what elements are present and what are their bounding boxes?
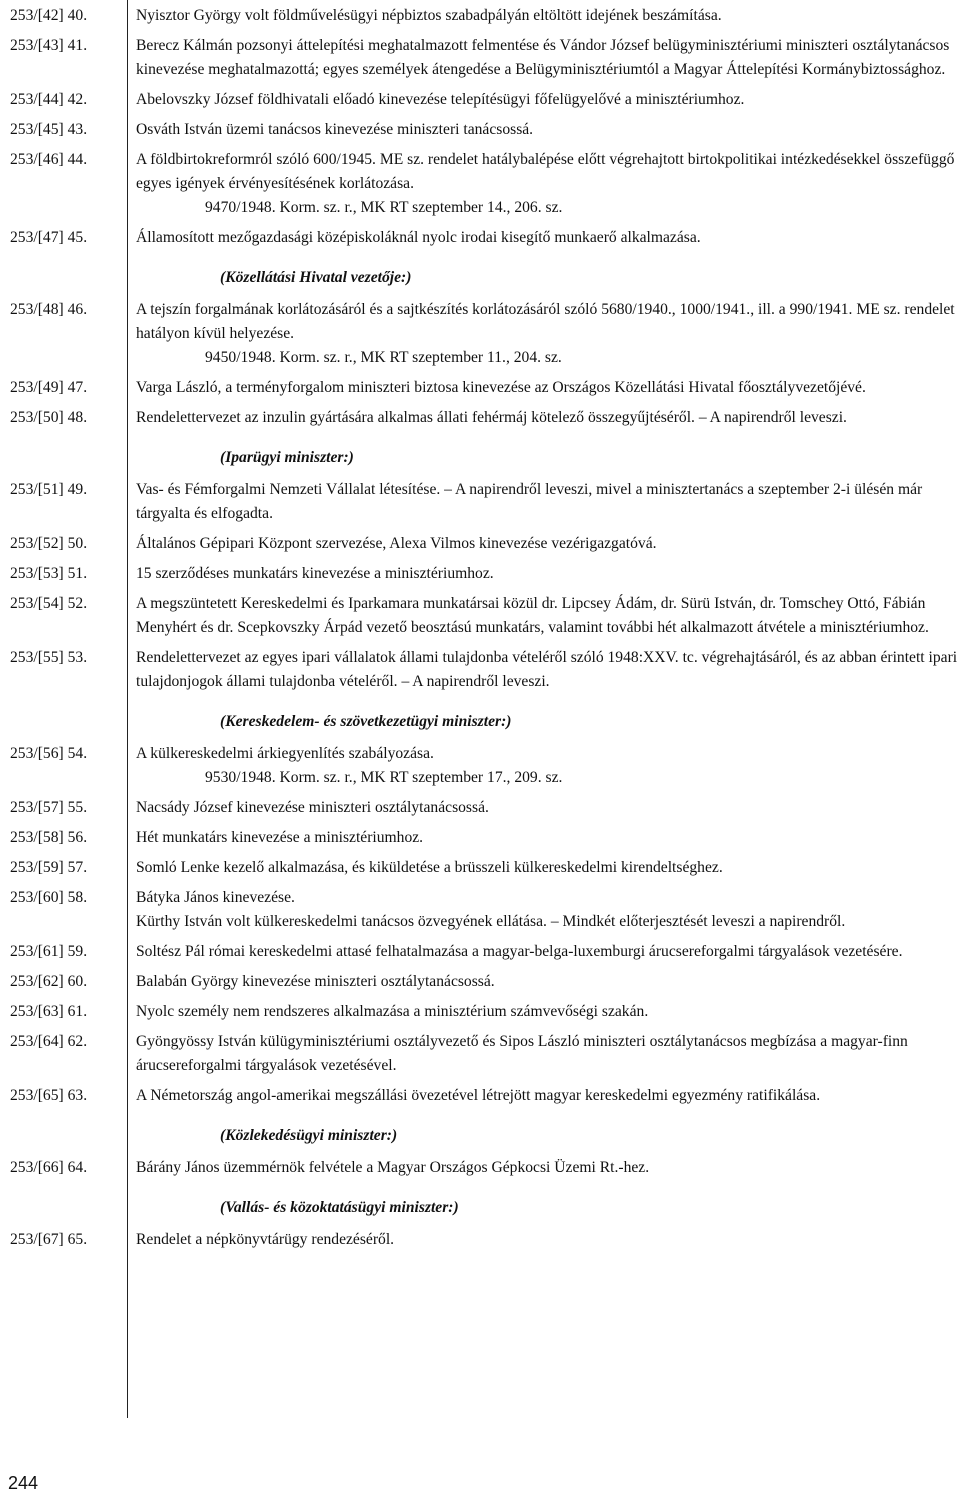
agenda-item [0,826,960,850]
item-paragraph: Bátyka János kinevezése. [136,889,295,906]
item-paragraph: Abelovszky József földhivatali előadó kinevezése telepítésügyi főfelügyelővé a minisztériumhoz. [136,91,745,108]
item-text [136,118,958,142]
item-text [136,88,958,112]
item-text [136,4,958,28]
agenda-item [0,742,960,790]
item-paragraph: A Németország angol-amerikai megszállási övezetével létrejött magyar kereskedelmi egyezmény ratifikálása. [136,1087,821,1104]
item-number: 253/[63] 61. [10,1003,88,1020]
agenda-item [0,1000,960,1024]
agenda-item [0,298,960,370]
agenda-item [0,532,960,556]
item-number: 253/[44] 42. [10,91,88,108]
agenda-item [0,4,960,28]
item-paragraph: Kürthy István volt külkereskedelmi tanácsos özvegyének ellátása. – Mindkét előterjesztését leveszi a napirendről. [136,913,846,930]
agenda-item [0,118,960,142]
agenda-item [0,970,960,994]
item-text [136,856,958,880]
item-text [136,298,958,370]
item-paragraph: Osváth István üzemi tanácsos kinevezése miniszteri tanácsossá. [136,121,534,138]
item-paragraph: Rendelettervezet az egyes ipari vállalatok állami tulajdonba vételéről szóló 1948:XXV. tc. végrehajtásáról, és az abban érintett ipari tulajdonjogok állami tulajdonba vételéről. – A napirendről leveszi. [136,649,958,690]
item-text [136,1084,958,1108]
item-number: 253/[50] 48. [10,409,88,426]
item-text [136,532,958,556]
item-text [136,1228,958,1252]
item-paragraph: Nyisztor György volt földművelésügyi népbiztos szabadpályán eltöltött idejének beszámítása. [136,7,722,24]
item-number: 253/[45] 43. [10,121,88,138]
item-number: 253/[62] 60. [10,973,88,990]
item-paragraph: Balabán György kinevezése miniszteri osztálytanácsossá. [136,973,495,990]
item-text [136,646,958,694]
decree-reference: 9470/1948. Korm. sz. r., MK RT szeptember 14., 206. sz. [205,199,563,216]
item-paragraph: A külkereskedelmi árkiegyenlítés szabályozása. [136,745,434,762]
item-paragraph: Varga László, a terményforgalom miniszteri biztosa kinevezése az Országos Közellátási Hivatal főosztályvezetőjévé. [136,379,866,396]
item-number: 253/[65] 63. [10,1087,88,1104]
item-number: 253/[55] 53. [10,649,88,666]
item-paragraph: Berecz Kálmán pozsonyi áttelepítési meghatalmazott felmentése és Vándor József belügyminisztériumi miniszteri osztálytanácsos kinevezése meghatalmazottá; egyes személyek átengedése a Belügyminisztériumtól a Magyar Áttelepítési Kormánybiztossághoz. [136,37,950,78]
agenda-item [0,478,960,526]
agenda-item [0,376,960,400]
item-text [136,940,958,964]
item-text [136,742,958,790]
item-number: 253/[64] 62. [10,1033,88,1050]
item-paragraph: Somló Lenke kezelő alkalmazása, és kiküldetése a brüsszeli külkereskedelmi kirendeltséghez. [136,859,723,876]
section-heading: (Kereskedelem- és szövetkezetügyi miniszter:) [220,713,512,730]
item-paragraph: Nyolc személy nem rendszeres alkalmazása a minisztérium számvevőségi szakán. [136,1003,649,1020]
agenda-item [0,856,960,880]
item-number: 253/[59] 57. [10,859,88,876]
item-text [136,406,958,430]
item-text [136,1030,958,1078]
item-number: 253/[43] 41. [10,37,88,54]
item-number: 253/[66] 64. [10,1159,88,1176]
item-paragraph: Rendelet a népkönyvtárügy rendezéséről. [136,1231,395,1248]
agenda-item [0,796,960,820]
item-number: 253/[67] 65. [10,1231,88,1248]
section-heading: (Közellátási Hivatal vezetője:) [220,269,412,286]
item-text [136,826,958,850]
item-paragraph: Vas- és Fémforgalmi Nemzeti Vállalat létesítése. – A napirendről leveszi, mivel a minisztertanács a szeptember 2-i ülésén már tárgyalta és elfogadta. [136,481,923,522]
agenda-item [0,1228,960,1252]
item-number: 253/[60] 58. [10,889,88,906]
item-text [136,562,958,586]
item-paragraph: Általános Gépipari Központ szervezése, Alexa Vilmos kinevezése vezérigazgatóvá. [136,535,657,552]
item-number: 253/[46] 44. [10,151,88,168]
item-text [136,1000,958,1024]
agenda-item [0,34,960,82]
item-text [136,34,958,82]
agenda-item [0,886,960,934]
item-paragraph: A megszüntetett Kereskedelmi és Iparkamara munkatársai közül dr. Lipcsey Ádám, dr. Sürü István, dr. Tomschey Ottó, Fábián Menyhért és dr. Scepkovszky Árpád vezető beosztású munkatárs, valamint további hét alkalmazott átvétele a minisztériumhoz. [136,595,929,636]
section-heading: (Vallás- és közoktatásügyi miniszter:) [220,1199,459,1216]
item-paragraph: Hét munkatárs kinevezése a minisztériumhoz. [136,829,424,846]
agenda-item [0,562,960,586]
item-text [136,886,958,934]
item-text [136,592,958,640]
item-paragraph: Soltész Pál római kereskedelmi attasé felhatalmazása a magyar-belga-luxemburgi árucsereforgalmi tárgyalások vezetésére. [136,943,903,960]
agenda-item [0,148,960,220]
item-paragraph: Rendelettervezet az inzulin gyártására alkalmas állati fehérmáj kötelező összegyűjtéséről. – A napirendről leveszi. [136,409,847,426]
item-text [136,970,958,994]
item-number: 253/[49] 47. [10,379,88,396]
decree-reference: 9530/1948. Korm. sz. r., MK RT szeptember 17., 209. sz. [205,769,563,786]
agenda-item [0,1156,960,1180]
item-number: 253/[54] 52. [10,595,88,612]
item-number: 253/[56] 54. [10,745,88,762]
item-text [136,148,958,220]
item-text [136,226,958,250]
item-text [136,1156,958,1180]
item-number: 253/[53] 51. [10,565,88,582]
item-number: 253/[51] 49. [10,481,88,498]
item-text [136,796,958,820]
agenda-item [0,1030,960,1078]
item-paragraph: Nacsády József kinevezése miniszteri osztálytanácsossá. [136,799,489,816]
item-number: 253/[42] 40. [10,7,88,24]
item-paragraph: 15 szerződéses munkatárs kinevezése a minisztériumhoz. [136,565,494,582]
decree-reference: 9450/1948. Korm. sz. r., MK RT szeptember 11., 204. sz. [205,349,562,366]
agenda-item [0,940,960,964]
item-number: 253/[48] 46. [10,301,88,318]
agenda-item [0,592,960,640]
item-text [136,478,958,526]
agenda-list [0,4,960,1258]
agenda-item [0,1084,960,1108]
item-paragraph: Gyöngyössy István külügyminisztériumi osztályvezető és Sipos László miniszteri osztálytanácsos megbízása a magyar-finn árucsereforgalmi tárgyalások vezetésével. [136,1033,908,1074]
item-number: 253/[47] 45. [10,229,88,246]
item-number: 253/[52] 50. [10,535,88,552]
item-number: 253/[57] 55. [10,799,88,816]
item-paragraph: A tejszín forgalmának korlátozásáról és a sajtkészítés korlátozásáról szóló 5680/1940., 1000/1941., ill. a 990/1941. ME sz. rendelet hatályon kívül helyezése. [136,301,955,342]
item-paragraph: A földbirtokreformról szóló 600/1945. ME sz. rendelet hatálybalépése előtt végrehajtott birtokpolitikai intézkedésekkel összefüggő egyes igények érvényesítésének korlátozása. [136,151,955,192]
page-number: 244 [8,1473,39,1493]
section-heading: (Iparügyi miniszter:) [220,449,354,466]
agenda-item [0,88,960,112]
item-number: 253/[58] 56. [10,829,88,846]
item-number: 253/[61] 59. [10,943,88,960]
agenda-item [0,226,960,250]
section-heading: (Közlekedésügyi miniszter:) [220,1127,398,1144]
agenda-item [0,646,960,694]
agenda-item [0,406,960,430]
item-paragraph: Bárány János üzemmérnök felvétele a Magyar Országos Gépkocsi Üzemi Rt.-hez. [136,1159,650,1176]
item-text [136,376,958,400]
item-paragraph: Államosított mezőgazdasági középiskoláknál nyolc irodai kisegítő munkaerő alkalmazása. [136,229,701,246]
